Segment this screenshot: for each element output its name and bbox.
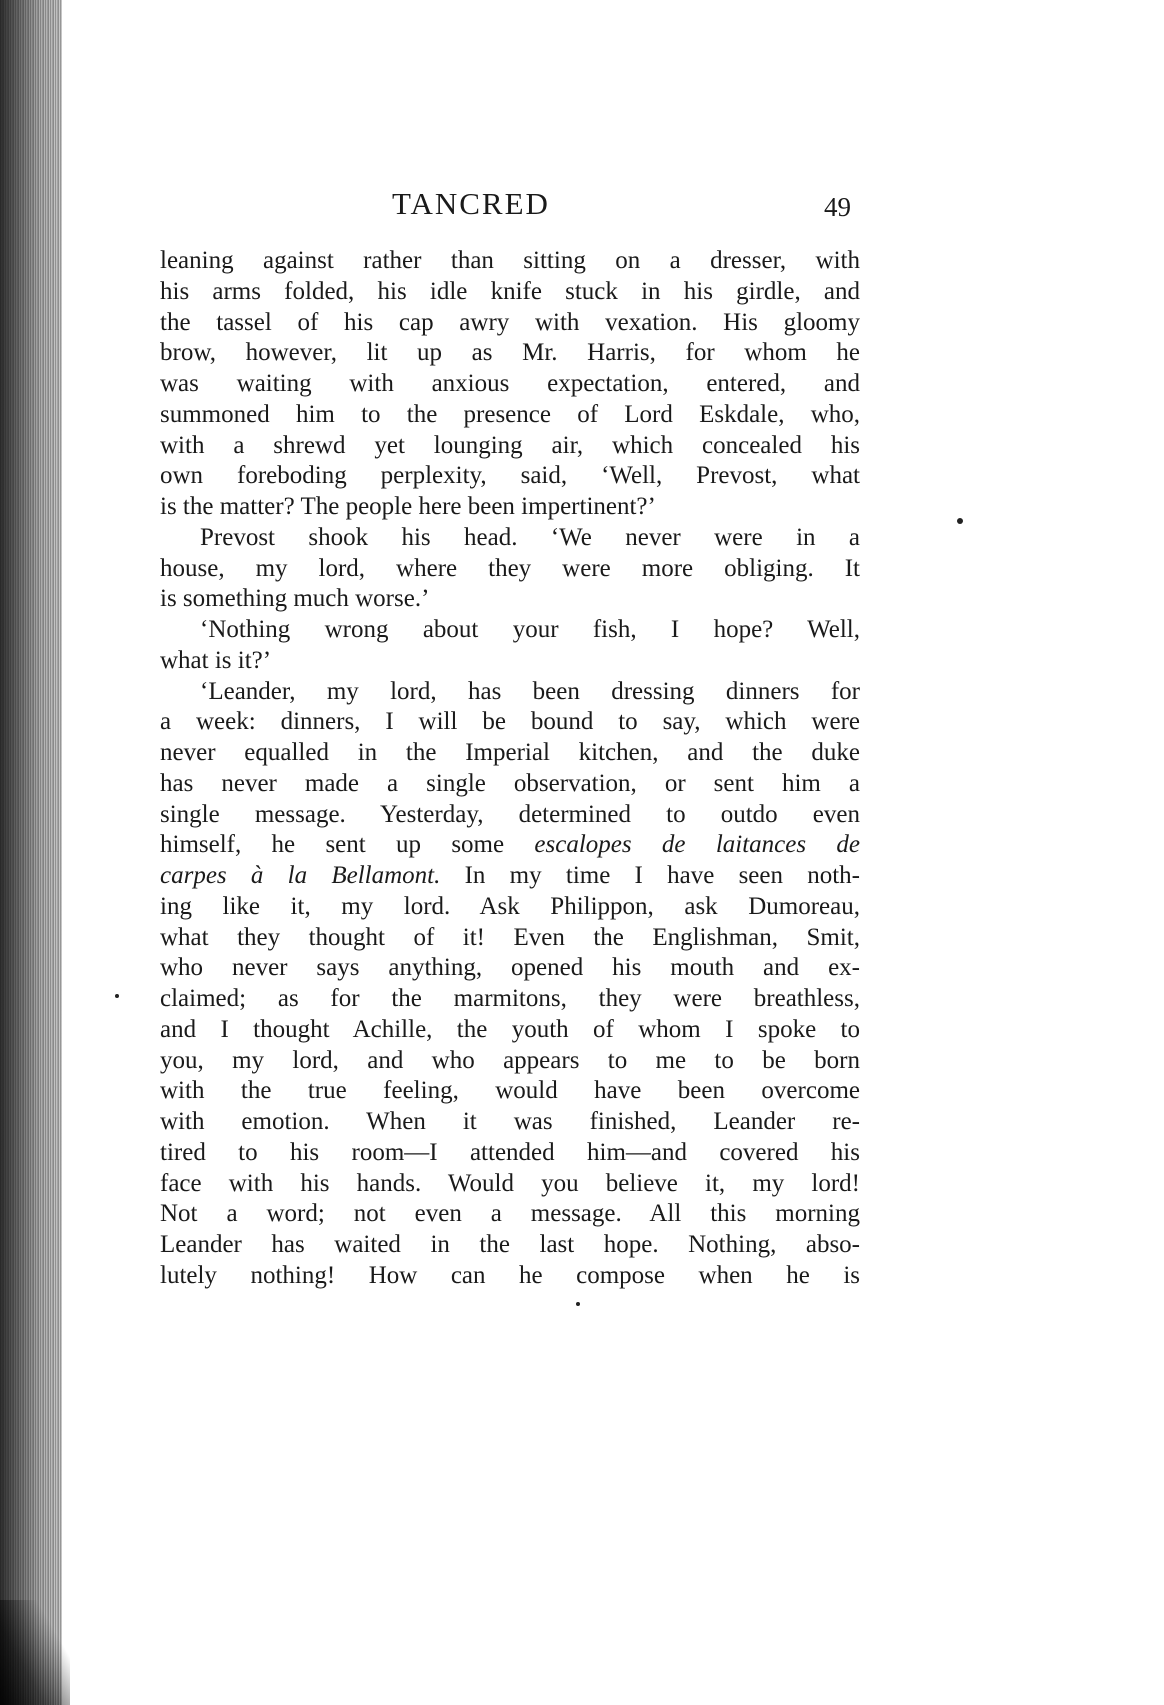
text-line: ‘Nothing wrong about your fish, I hope? Well, <box>200 616 860 643</box>
text-line: with emotion. When it was finished, Leander re- <box>160 1108 860 1135</box>
text-line: single message. Yesterday, determined to outdo even <box>160 800 860 828</box>
text-line: Not a word; not even a message. All this morning <box>160 1200 860 1228</box>
text-line: lutely nothing! How can he compose when he is <box>160 1261 860 1289</box>
text-line: who never says anything, opened his mouth and ex- <box>160 954 860 982</box>
body-text <box>160 246 860 1292</box>
text-line: summoned him to the presence of Lord Eskdale, who, <box>160 400 860 428</box>
text-line: ‘Leander, my lord, has been dressing dinners for <box>200 677 860 705</box>
spine-bottom-shadow <box>0 1600 70 1705</box>
text-line: his arms folded, his idle knife stuck in his girdle, and <box>160 277 860 305</box>
spine-shadow <box>0 0 62 1705</box>
text-line: with a shrewd yet lounging air, which concealed his <box>160 431 860 459</box>
text-line: house, my lord, where they were more obliging. It <box>160 554 860 582</box>
text-line: own foreboding perplexity, said, ‘Well, Prevost, what <box>160 462 860 490</box>
text-line <box>160 861 860 892</box>
italic-text: carpes à la Bellamont. <box>160 862 441 889</box>
text-line <box>160 830 860 861</box>
text-line: Leander has waited in the last hope. Nothing, abso- <box>160 1231 860 1258</box>
italic-text: escalopes de laitances de <box>534 831 860 859</box>
text-line: tired to his room—I attended him—and covered his <box>160 1138 860 1166</box>
text-line: was waiting with anxious expectation, entered, and <box>160 370 860 397</box>
text-line: ing like it, my lord. Ask Philippon, ask Dumoreau, <box>160 892 860 920</box>
text-line: leaning against rather than sitting on a dresser, with <box>160 247 860 274</box>
ink-speck <box>957 518 963 524</box>
text-line: and I thought Achille, the youth of whom I spoke to <box>160 1015 860 1043</box>
text-line: a week: dinners, I will be bound to say, which were <box>160 708 860 736</box>
text-line: what is it?’ <box>160 646 272 674</box>
text-line: the tassel of his cap awry with vexation. His gloomy <box>160 308 860 336</box>
text-line: is the matter? The people here been impertinent?’ <box>160 493 656 520</box>
ink-speck <box>115 994 119 998</box>
text-line: claimed; as for the marmitons, they were breathless, <box>160 985 860 1012</box>
text-run: himself, he sent up some <box>160 831 535 859</box>
text-line: with the true feeling, would have been overcome <box>160 1077 860 1105</box>
text-line: never equalled in the Imperial kitchen, and the duke <box>160 739 860 766</box>
text-line: what they thought of it! Even the Englishman, Smit, <box>160 923 860 951</box>
text-line: brow, however, lit up as Mr. Harris, for whom he <box>160 339 860 367</box>
text-line: you, my lord, and who appears to me to be born <box>160 1046 860 1074</box>
ink-speck <box>576 1302 580 1306</box>
text-run: In my time I have seen noth- <box>440 862 861 889</box>
text-line: has never made a single observation, or sent him a <box>160 769 860 797</box>
page-number: 49 <box>824 192 851 222</box>
page-header <box>160 186 860 236</box>
text-line: Prevost shook his head. ‘We never were in a <box>200 523 860 551</box>
running-title: TANCRED <box>392 186 550 221</box>
text-line: is something much worse.’ <box>160 585 430 613</box>
text-line: face with his hands. Would you believe it, my lord! <box>160 1169 860 1197</box>
